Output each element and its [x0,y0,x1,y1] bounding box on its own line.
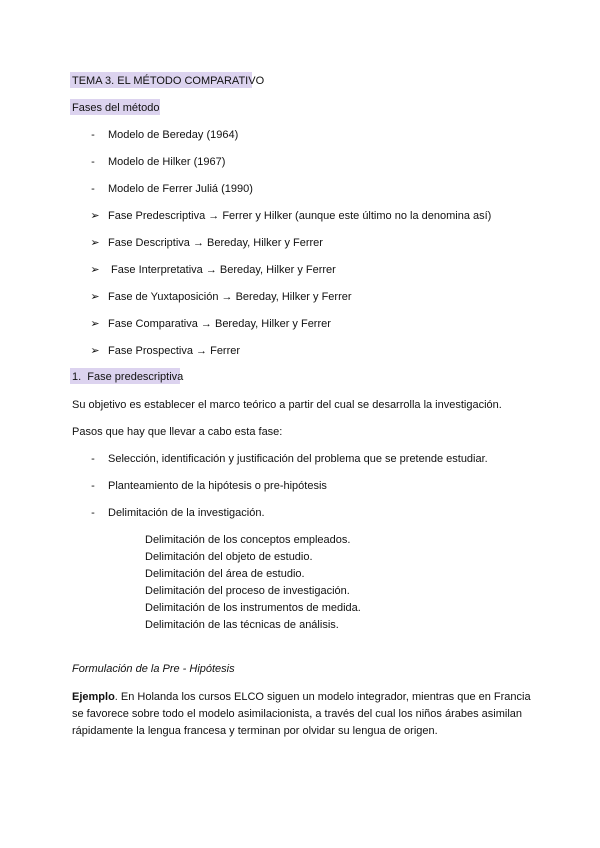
italic-heading: Formulación de la Pre - Hipótesis [72,663,235,675]
list-item: Modelo de Hilker (1967) [108,156,226,168]
arrow-bullet: ➢ [90,318,100,330]
subtitle: Fases del método [72,102,160,114]
arrow-bullet: ➢ [90,345,100,357]
list-item: Fase Comparativa → Bereday, Hilker y Ferrer [108,318,331,330]
dash-bullet: - [91,129,95,141]
example-label: Ejemplo [72,691,115,703]
arrow-bullet: ➢ [90,210,100,222]
dash-bullet: - [91,156,95,168]
example-line-1 [72,690,531,704]
list-item: Planteamiento de la hipótesis o pre-hipótesis [108,480,327,492]
list-item: Fase Predescriptiva → Ferrer y Hilker (aunque este último no la denomina así) [108,210,492,222]
sub-list-item: Delimitación del proceso de investigación. [145,585,350,597]
example-line-2: se favorece sobre todo el modelo asimilacionista, a través del cual los niños árabes asimilan [72,708,523,720]
sub-list-item: Delimitación del área de estudio. [145,568,305,580]
document-title: TEMA 3. EL MÉTODO COMPARATIVO [72,75,265,87]
list-item: Delimitación de la investigación. [108,507,265,519]
list-item: Fase Interpretativa → Bereday, Hilker y Ferrer [108,264,336,276]
paragraph: Pasos que hay que llevar a cabo esta fase: [72,426,283,438]
example-line-3: rápidamente la lengua francesa y terminan por olvidar su lengua de origen. [72,725,438,737]
arrow-bullet: ➢ [90,291,100,303]
arrow-bullet: ➢ [90,237,100,249]
sub-list-item: Delimitación de las técnicas de análisis. [145,619,339,631]
sub-list-item: Delimitación del objeto de estudio. [145,551,313,563]
arrow-bullet: ➢ [90,264,100,276]
paragraph: Su objetivo es establecer el marco teórico a partir del cual se desarrolla la investigación. [72,399,502,411]
list-item: Modelo de Ferrer Juliá (1990) [108,183,253,195]
list-item: Fase Prospectiva → Ferrer [108,345,241,357]
dash-bullet: - [91,453,95,465]
list-item: Fase de Yuxtaposición → Bereday, Hilker y Ferrer [108,291,352,303]
dash-bullet: - [91,507,95,519]
list-item: Fase Descriptiva → Bereday, Hilker y Ferrer [108,237,323,249]
dash-bullet: - [91,183,95,195]
section-heading: 1. Fase predescriptiva [72,371,184,383]
list-item: Modelo de Bereday (1964) [108,129,239,141]
example-text: . En Holanda los cursos ELCO siguen un modelo integrador, mientras que en Francia [114,691,531,703]
list-item: Selección, identificación y justificación del problema que se pretende estudiar. [108,453,488,465]
sub-list-item: Delimitación de los conceptos empleados. [145,534,351,546]
sub-list-item: Delimitación de los instrumentos de medida. [145,602,361,614]
dash-bullet: - [91,480,95,492]
